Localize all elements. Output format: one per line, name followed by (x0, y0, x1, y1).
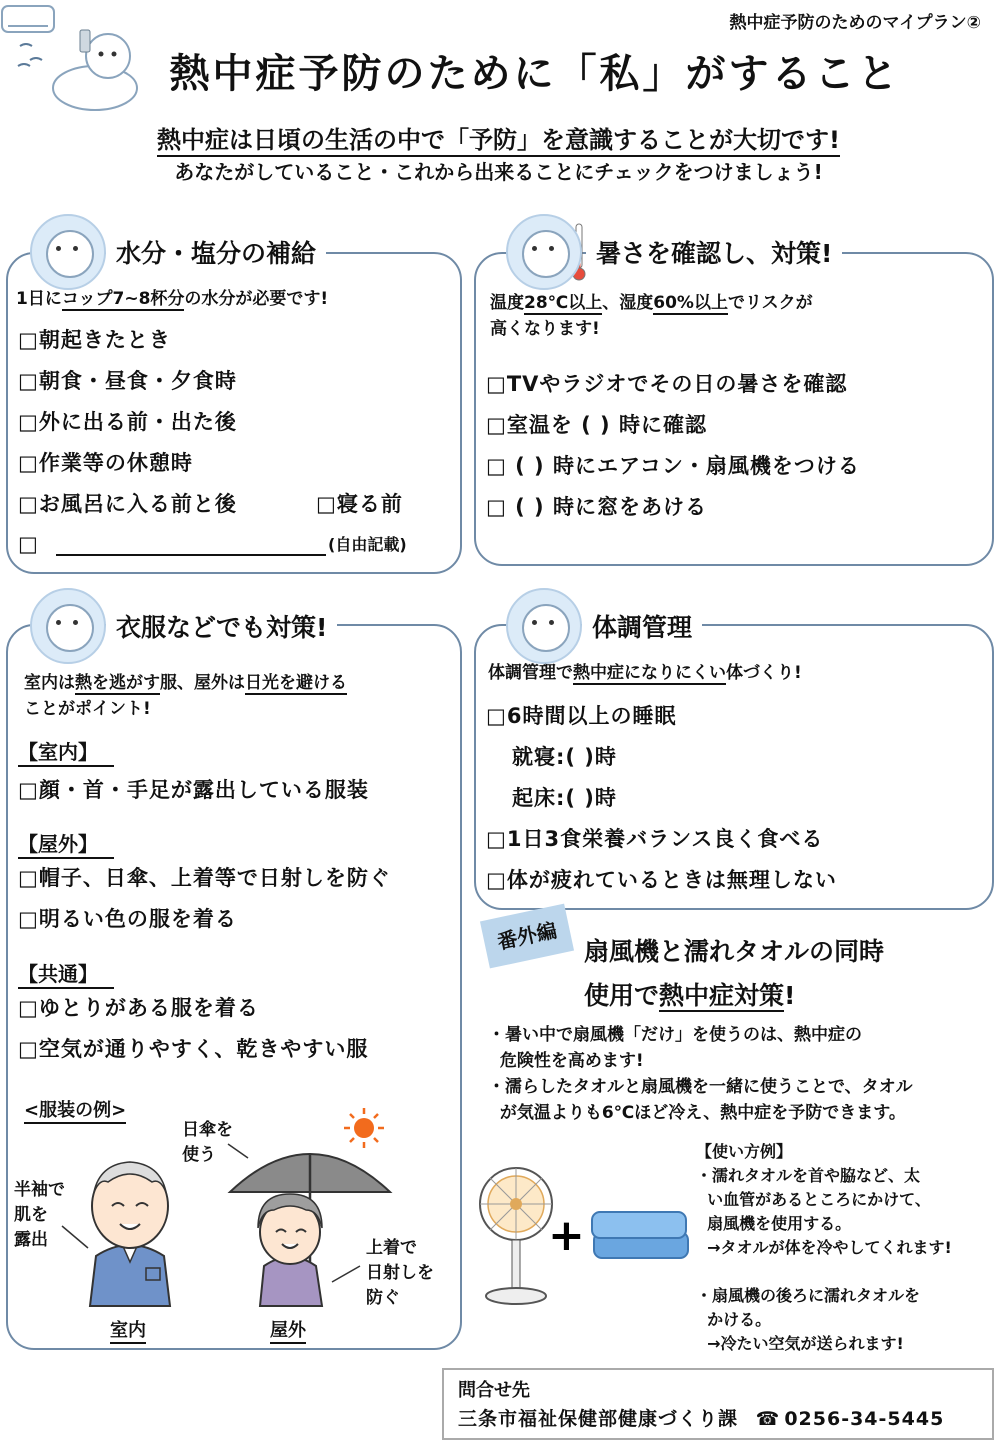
woman-with-parasol-figure (230, 1154, 390, 1306)
wakeup-entry[interactable]: 起床:( )時 (512, 786, 617, 810)
outdoor-checklist (18, 858, 391, 940)
clothes-title: 衣服などでも対策! (106, 608, 337, 644)
air-conditioner-bear-illustration (0, 0, 140, 118)
indoor-label: 【室内】 (18, 736, 114, 767)
water-header (30, 214, 326, 290)
bangai-body-line: ・濡らしたタオルと扇風機を一緒に使うことで、タオル (488, 1077, 913, 1097)
common-label: 【共通】 (18, 958, 114, 989)
bangai-body-line: 危険性を高めます! (488, 1051, 644, 1071)
common-item[interactable]: □ゆとりがある服を着る (18, 996, 259, 1020)
contact-phone[interactable]: 0256-34-5445 (784, 1408, 945, 1430)
water-checklist (18, 320, 237, 525)
fan-and-towel-illustration (476, 1160, 696, 1310)
plus-sign: + (548, 1210, 585, 1261)
water-item[interactable]: □朝食・昼食・夕食時 (18, 369, 237, 393)
usage-spacer (696, 1260, 994, 1284)
page-title: 熱中症予防のために「私」がすること (169, 51, 901, 97)
common-checklist (18, 988, 368, 1070)
bear-stretching-icon (506, 588, 582, 664)
health-note-highlight: 熱中症になりにくい (573, 663, 726, 683)
heat-item[interactable]: □室温を ( ) 時に確認 (486, 413, 707, 437)
usage-line: →タオルが体を冷やしてくれます! (696, 1238, 952, 1257)
water-title: 水分・塩分の補給 (106, 234, 326, 270)
outdoor-item[interactable]: □明るい色の服を着る (18, 907, 237, 931)
heat-note-temp: 28℃以上 (524, 293, 603, 313)
common-item[interactable]: □空気が通りやすく、乾きやすい服 (18, 1037, 369, 1061)
clothes-note-indoor: 熱を逃がす (75, 673, 160, 693)
clothes-note-outdoor: 日光を避ける (245, 673, 347, 693)
health-note-a: 体調管理で (488, 663, 573, 683)
water-item[interactable]: □寝る前 (316, 492, 403, 516)
contact-box (442, 1368, 994, 1440)
usage-line: かける。 (696, 1310, 772, 1329)
clothes-note-c: ことがポイント! (24, 699, 151, 719)
clothes-note (24, 670, 347, 722)
health-note-b: 体づくり! (726, 663, 802, 683)
sleeve-callout-line: 肌を (14, 1205, 48, 1225)
water-note-pre: 1日に (16, 289, 62, 309)
heat-note-d: 高くなります! (490, 319, 600, 339)
bangai-title-2a: 使用で (584, 981, 660, 1010)
heat-title: 暑さを確認し、対策! (586, 234, 842, 270)
bangai-body (488, 1022, 988, 1126)
water-item[interactable]: □外に出る前・出た後 (18, 410, 237, 434)
bangai-body-line: が気温よりも6℃ほど冷え、熱中症を予防できます。 (488, 1103, 906, 1123)
health-item[interactable]: □1日3食栄養バランス良く食べる (486, 827, 824, 851)
heat-note-c: でリスクが (727, 293, 813, 313)
outdoor-item[interactable]: □帽子、日傘、上着等で日射しを防ぐ (18, 866, 391, 890)
contact-line (458, 1404, 944, 1431)
health-checklist (486, 696, 837, 901)
outdoor-label: 【屋外】 (18, 828, 114, 859)
health-header (506, 588, 702, 664)
caption-outdoor: 屋外 (270, 1316, 306, 1344)
water-note-post: の水分が必要です! (184, 289, 329, 309)
free-entry-row (18, 526, 438, 562)
health-note (488, 660, 802, 686)
jacket-callout-line: 日射しを (366, 1263, 434, 1283)
heat-note-b: 、湿度 (602, 293, 654, 313)
page-subtitle (0, 120, 997, 155)
man-figure (90, 1162, 170, 1306)
clothes-note-b: 服、屋外は (160, 673, 245, 693)
bangai-title (584, 930, 884, 1018)
example-label: <服装の例> (24, 1096, 126, 1124)
contact-label: 問合せ先 (458, 1380, 530, 1401)
caption-indoor: 室内 (110, 1316, 146, 1344)
bear-drinking-icon (30, 214, 106, 290)
usage-line: ・濡れタオルを首や脇など、太 (696, 1166, 921, 1185)
jacket-callout-line: 防ぐ (366, 1288, 400, 1308)
wet-towel-icon (592, 1212, 688, 1258)
bangai-tag: 番外編 (480, 904, 574, 969)
free-entry-line[interactable] (56, 554, 326, 556)
heat-note-humidity: 60%以上 (653, 293, 728, 313)
usage-line: い血管があるところにかけて、 (696, 1190, 931, 1209)
water-item[interactable]: □お風呂に入る前と後 (18, 492, 237, 516)
usage-example (696, 1140, 994, 1356)
indoor-checklist (18, 770, 369, 811)
bear-hat-icon (30, 588, 106, 664)
series-label: 熱中症予防のためのマイプラン② (729, 13, 981, 33)
bangai-title-2u: 熱中症対策 (659, 981, 785, 1010)
heat-item[interactable]: □TVやラジオでその日の暑さを確認 (486, 372, 848, 396)
intro-text: あなたがしていること・これから出来ることにチェックをつけましょう! (174, 160, 823, 184)
bangai-title-line2 (584, 974, 884, 1018)
heat-header (506, 214, 842, 290)
sleeve-callout-line: 露出 (14, 1230, 48, 1250)
sun-icon (344, 1108, 384, 1148)
health-item[interactable]: □6時間以上の睡眠 (486, 704, 677, 728)
sleeve-callout-line: 半袖で (14, 1180, 65, 1200)
parasol-callout-line: 使う (182, 1145, 216, 1165)
indoor-item[interactable]: □顔・首・手足が露出している服装 (18, 778, 369, 802)
usage-line: ・扇風機の後ろに濡れタオルを (696, 1286, 921, 1305)
usage-line: 扇風機を使用する。 (696, 1214, 852, 1233)
health-title: 体調管理 (582, 608, 702, 644)
clothing-example-illustration (60, 1106, 400, 1312)
bedtime-entry[interactable]: 就寝:( )時 (512, 745, 617, 769)
water-item[interactable]: □作業等の休憩時 (18, 451, 193, 475)
usage-line: 【使い方例】 (696, 1142, 793, 1161)
sleeve-callout (14, 1178, 65, 1253)
phone-icon: ☎ (755, 1408, 781, 1430)
free-entry-label: (自由記載) (328, 535, 407, 554)
contact-department: 三条市福祉保健部健康づくり課 (458, 1408, 739, 1430)
free-entry-checkbox[interactable]: □ (18, 532, 38, 556)
bangai-body-line: ・暑い中で扇風機「だけ」を使うのは、熱中症の (488, 1025, 862, 1045)
parasol-callout-line: 日傘を (182, 1120, 233, 1140)
heat-note-a: 温度 (490, 293, 524, 313)
fan-icon (480, 1168, 552, 1304)
bear-thermometer-icon (506, 214, 582, 290)
subtitle-text: 熱中症は日頃の生活の中で「予防」を意識することが大切です! (157, 126, 840, 157)
usage-line: →冷たい空気が送られます! (696, 1334, 904, 1353)
jacket-callout-line: 上着で (366, 1238, 417, 1258)
bangai-title-line1: 扇風機と濡れタオルの同時 (584, 937, 885, 966)
water-note-highlight: コップ7~8杯分 (61, 289, 185, 309)
clothes-header (30, 588, 337, 664)
heat-item[interactable]: □ ( ) 時に窓をあける (486, 495, 707, 519)
water-item[interactable]: □朝起きたとき (18, 328, 171, 352)
heat-item[interactable]: □ ( ) 時にエアコン・扇風機をつける (486, 454, 860, 478)
clothes-note-a: 室内は (24, 673, 75, 693)
water-note (16, 286, 328, 312)
bangai-title-2b: ! (784, 981, 796, 1010)
heat-checklist (486, 364, 860, 528)
health-item[interactable]: □体が疲れているときは無理しない (486, 868, 837, 892)
heat-note (490, 290, 970, 342)
